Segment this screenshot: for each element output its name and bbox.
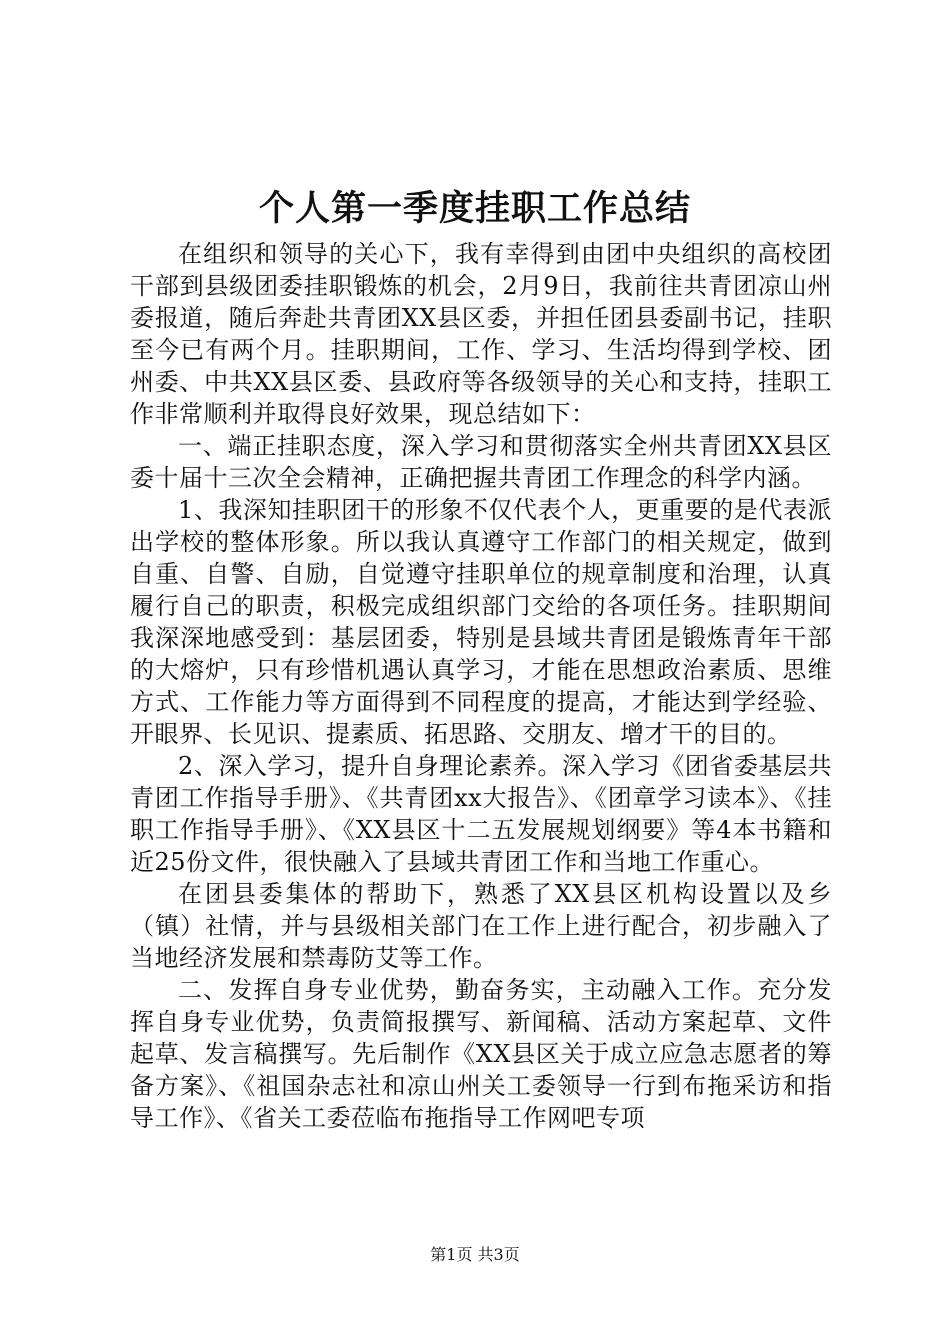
document-body: [130, 238, 832, 1134]
paragraph-item-2: 2、深入学习，提升自身理论素养。深入学习《团省委基层共青团工作指导手册》、《共青团xx大报告》、《团章学习读本》、《挂职工作指导手册》、《XX县区十二五发展规划纲要》等4本书籍和近25份文件，很快融入了县域共青团工作和当地工作重心。: [130, 752, 832, 876]
paragraph-integration: 在团县委集体的帮助下，熟悉了XX县区机构设置以及乡（镇）社情，并与县级相关部门在工作上进行配合，初步融入了当地经济发展和禁毒防艾等工作。: [130, 880, 832, 972]
page-footer: 第1页 共3页: [430, 1245, 520, 1264]
paragraph-section-1-heading: 一、端正挂职态度，深入学习和贯彻落实全州共青团XX县区委十届十三次全会精神，正确把握共青团工作理念的科学内涵。: [130, 432, 832, 492]
paragraph-item-1: 1、我深知挂职团干的形象不仅代表个人，更重要的是代表派出学校的整体形象。所以我认真遵守工作部门的相关规定，做到自重、自警、自励，自觉遵守挂职单位的规章制度和治理，认真履行自己的职责，积极完成组织部门交给的各项任务。挂职期间我深深地感受到：基层团委，特别是县域共青团是锻炼青年干部的大熔炉，只有珍惜机遇认真学习，才能在思想政治素质、思维方式、工作能力等方面得到不同程度的提高，才能达到学经验、开眼界、长见识、提素质、拓思路、交朋友、增才干的目的。: [130, 496, 832, 748]
document-title: 个人第一季度挂职工作总结: [258, 188, 691, 229]
paragraph-section-2-heading: 二、发挥自身专业优势，勤奋务实，主动融入工作。充分发挥自身专业优势，负责简报撰写、新闻稿、活动方案起草、文件起草、发言稿撰写。先后制作《XX县区关于成立应急志愿者的筹备方案》、《祖国杂志社和凉山州关工委领导一行到布拖采访和指导工作》、《省关工委莅临布拖指导工作网吧专项: [130, 976, 832, 1132]
paragraph-intro: 在组织和领导的关心下，我有幸得到由团中央组织的高校团干部到县级团委挂职锻炼的机会，2月9日，我前往共青团凉山州委报道，随后奔赴共青团XX县区委，并担任团县委副书记，挂职至今已有两个月。挂职期间，工作、学习、生活均得到学校、团州委、中共XX县区委、县政府等各级领导的关心和支持，挂职工作非常顺利并取得良好效果，现总结如下：: [130, 240, 832, 428]
